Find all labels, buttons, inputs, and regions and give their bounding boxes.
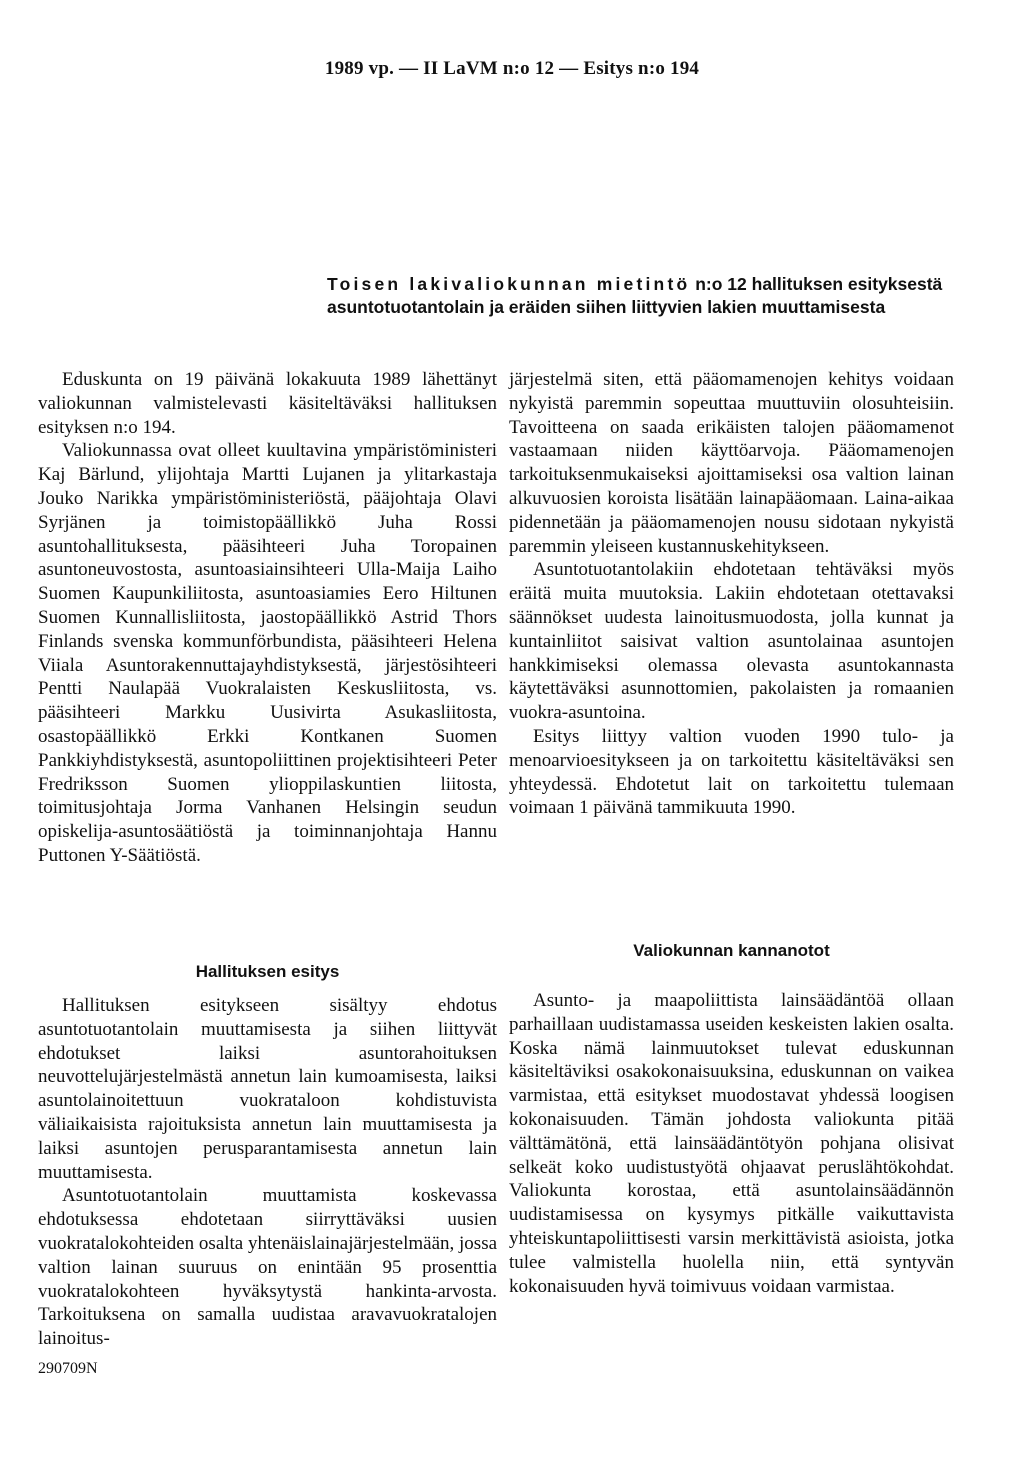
left-column-bottom [38, 994, 497, 1351]
section-heading-hallituksen-esitys: Hallituksen esitys [195, 962, 340, 981]
paragraph: Esitys liittyy valtion vuoden 1990 tulo- ja menoarvioesitykseen ja on tarkoitettu käsiteltäväksi sen yhteydessä. Ehdotetut lait on tarkoitettu tulemaan voimaan 1 päivänä tammikuuta 1990. [509, 725, 954, 819]
paragraph: Hallituksen esitykseen sisältyy ehdotus asuntotuotantolain muuttamisesta ja siihen liittyvät ehdotukset laiksi asuntorahoituksen neuvottelujärjestelmästä annetun lain kumoamisesta, laiksi asuntolainoitettuun vuokrataloon kohdistuvista väliaikaisista rajoituksista annetun lain muuttamisesta ja laiksi asuntojen perusparantamisesta annetun lain muuttamisesta. [38, 995, 497, 1183]
paragraph: Eduskunta on 19 päivänä lokakuuta 1989 lähettänyt valiokunnan valmistelevasti käsiteltäväksi hallituksen esityksen n:o 194. [38, 369, 497, 438]
paragraph: Asunto- ja maapoliittista lainsäädäntöä ollaan parhaillaan uudistamassa useiden keskeisten lakien osalta. Koska nämä lainmuutokset tulevat eduskunnan käsiteltäviksi osakokonaisuuksina, eduskunnan on vaikea varmistaa, että esitykset muodostavat yhdessä loogisen kokonaisuuden. Tämän johdosta valiokunta pitää välttämätönä, että lainsäädäntötyön pohjana olisivat selkeät koko uudistustyötä ohjaavat peruslähtökohdat. Valiokunta korostaa, että asuntolainsäädännön uudistamisessa on kysymys pitkälle vaikuttavista yhteiskuntapoliittisesti varsin merkittävistä asioista, jotka tulee valmistella huolella niin, että syntyvän kokonaisuuden hyvä toimivuus voidaan varmistaa. [509, 990, 954, 1297]
paragraph: järjestelmä siten, että pääomamenojen kehitys voidaan nykyistä paremmin sopeuttaa muuttuviin olosuhteisiin. Tavoitteena on saada erikäisten talojen pääomamenot vastaamaan niiden käyttöarvoja. Pääomamenojen tarkoituksenmukaiseksi ajoittamiseksi osa valtion lainan alkuvuosien koroista lisätään lainapääomaan. Laina-aikaa pidennetään ja pääomamenojen nousu sidotaan nykyistä paremmin yleiseen kustannuskehitykseen. [509, 369, 954, 557]
title-spaced-part: Toisen lakivaliokunnan mietintö [327, 274, 691, 294]
left-column-top [38, 368, 497, 868]
paragraph: Asuntotuotantolakiin ehdotetaan tehtäväksi myös eräitä muita muutoksia. Lakiin ehdotetaan otettavaksi säännökset uudesta lainoitusmuodosta, jolla kunnat ja kuntainliitot saisivat valtion asuntolainaa asuntojen hankkimiseksi olemassa olevasta asuntokannasta käytettäväksi asunnottomien, pakolaisten ja romaanien vuokra-asuntoina. [509, 559, 954, 724]
title-rest: n:o 12 hallituksen esityksestä asuntotuotantolain ja eräiden siihen liittyvien lakien muuttamisesta [327, 274, 943, 317]
right-column-top [509, 368, 954, 820]
page-header: 1989 vp. — II LaVM n:o 12 — Esitys n:o 194 [324, 58, 700, 79]
right-column-bottom [509, 989, 954, 1298]
document-code: 290709N [38, 1360, 98, 1377]
document-title [327, 273, 953, 319]
paragraph: Asuntotuotantolain muuttamista koskevassa ehdotuksessa ehdotetaan siirryttäväksi uusien vuokratalokohteiden osalta yhtenäislainajärjestelmään, jossa valtion lainan suuruus on enintään 95 prosenttia vuokratalokohteen hyväksytystä hankinta-arvosta. Tarkoituksena on samalla uudistaa aravavuokratalojen lainoitus- [38, 1185, 498, 1350]
paragraph: Valiokunnassa ovat olleet kuultavina ympäristöministeri Kaj Bärlund, ylijohtaja Martti Lujanen ja ylitarkastaja Jouko Narikka ympäristöministeriöstä, pääjohtaja Olavi Syrjänen ja toimistopäällikkö Juha Rossi asuntohallituksesta, pääsihteeri Juha Toropainen asuntoneuvostosta, asuntoasiainsihteeri Ulla-Maija Laiho Suomen Kaupunkiliitosta, asuntoasiamies Eero Hiltunen Suomen Kunnallisliitosta, jaostopäällikkö Astrid Thors Finlands svenska kommunförbundista, pääsihteeri Helena Viiala Asuntorakennuttajayhdistyksestä, järjestösihteeri Pentti Naulapää Vuokralaisten Keskusliitosta, vs. pääsihteeri Markku Uusivirta Asukasliitosta, osastopäällikkö Erkki Kontkanen Suomen Pankkiyhdistyksestä, asuntopoliittinen projektisihteeri Peter Fredriksson Suomen ylioppilaskuntien liitosta, toimitusjohtaja Jorma Vanhanen Helsingin seudun opiskelija-asuntosäätiöstä ja toiminnanjohtaja Hannu Puttonen Y-Säätiöstä. [38, 440, 497, 866]
section-heading-valiokunnan-kannanotot: Valiokunnan kannanotot [633, 941, 830, 960]
